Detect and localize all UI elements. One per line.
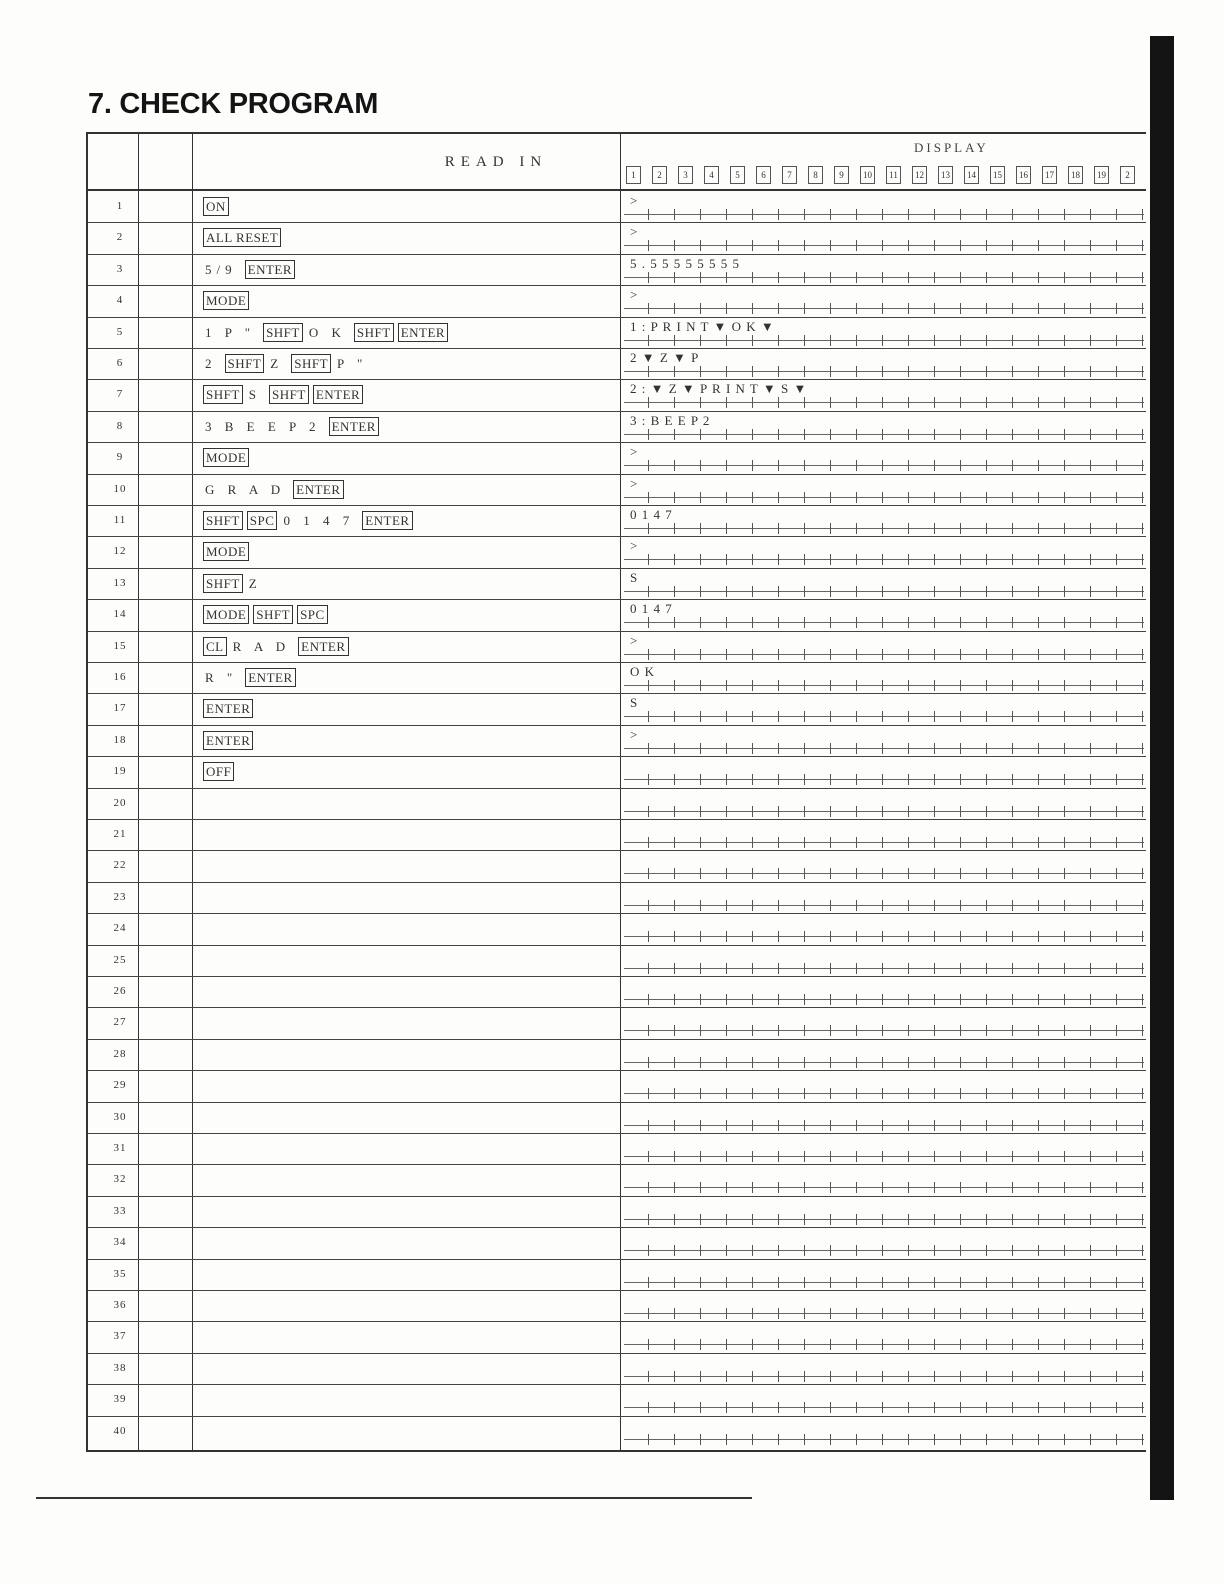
display-output: >	[630, 224, 639, 240]
keycap: SHFT	[203, 385, 243, 404]
display-tick-line	[624, 1119, 1144, 1131]
display-tick-line	[624, 742, 1144, 754]
display-output: >	[630, 632, 639, 648]
row-number: 13	[113, 576, 127, 589]
display-tick-line	[624, 1338, 1144, 1350]
column-divider	[620, 134, 621, 1450]
key-sequence	[203, 291, 253, 310]
display-tick-line	[624, 396, 1144, 408]
typed-text: Z	[270, 356, 284, 371]
display-tick-line	[624, 993, 1144, 1005]
key-sequence	[203, 448, 253, 467]
row-divider	[88, 1196, 1146, 1197]
typed-text: R A D	[232, 638, 291, 654]
display-tick-line	[624, 1244, 1144, 1256]
row-number: 21	[113, 828, 127, 840]
keycap: CL	[203, 637, 227, 656]
display-output: >	[630, 287, 639, 303]
display-tick-line	[624, 616, 1144, 628]
typed-text: R "	[205, 670, 238, 685]
display-tick-line	[624, 805, 1144, 817]
row-divider	[88, 317, 1146, 318]
keycap: SHFT	[253, 605, 293, 624]
display-tick-line	[624, 459, 1144, 471]
row-number: 28	[113, 1047, 127, 1060]
row-number: 6	[116, 357, 124, 369]
keycap: ENTER	[398, 323, 448, 342]
keycap: ENTER	[313, 385, 363, 404]
row-divider	[88, 693, 1146, 694]
display-column-number: 1	[626, 166, 641, 184]
row-divider	[88, 599, 1146, 600]
row-divider	[88, 442, 1146, 443]
keycap: ENTER	[329, 417, 379, 436]
keycap: SHFT	[203, 511, 243, 530]
key-sequence	[203, 354, 375, 373]
display-tick-line	[624, 773, 1144, 785]
row-divider	[88, 568, 1146, 569]
row-number: 8	[116, 419, 124, 432]
keycap: MODE	[203, 542, 249, 561]
row-number: 4	[116, 294, 124, 307]
page-title: 7. CHECK PROGRAM	[88, 88, 379, 120]
display-tick-line	[624, 302, 1144, 314]
display-tick-line	[624, 522, 1144, 534]
typed-text: Z	[248, 575, 262, 591]
display-tick-line	[624, 899, 1144, 911]
key-sequence	[203, 605, 332, 624]
row-number: 2	[116, 231, 124, 244]
typed-text: 2	[205, 356, 217, 371]
display-output: >	[630, 444, 639, 460]
row-divider	[88, 536, 1146, 537]
row-divider	[88, 1321, 1146, 1322]
display-tick-line	[624, 1401, 1144, 1413]
row-divider	[88, 1353, 1146, 1354]
row-divider	[88, 254, 1146, 255]
row-divider	[88, 850, 1146, 851]
keycap: SPC	[297, 605, 328, 624]
display-output: >	[630, 726, 639, 742]
row-number: 24	[113, 922, 127, 935]
row-divider	[88, 411, 1146, 412]
display-tick-line	[624, 836, 1144, 848]
row-divider	[88, 1164, 1146, 1165]
row-divider	[88, 788, 1146, 789]
row-number: 9	[116, 451, 124, 464]
keycap: SHFT	[225, 354, 265, 373]
display-tick-line	[624, 1150, 1144, 1162]
row-number: 30	[113, 1110, 127, 1123]
key-sequence	[203, 511, 417, 530]
row-divider	[88, 1259, 1146, 1260]
footer-rule	[36, 1497, 752, 1499]
display-tick-line	[624, 1276, 1144, 1288]
display-tick-line	[624, 1181, 1144, 1193]
row-divider	[88, 631, 1146, 632]
row-divider	[88, 819, 1146, 820]
key-sequence	[203, 699, 257, 718]
row-divider	[88, 1227, 1146, 1228]
typed-text: P "	[337, 356, 368, 371]
row-divider	[88, 662, 1146, 663]
row-number: 7	[116, 388, 124, 401]
display-column-number: 2	[652, 166, 667, 184]
row-divider	[88, 348, 1146, 349]
row-number: 19	[113, 765, 127, 778]
row-divider	[88, 1384, 1146, 1385]
keycap: SHFT	[291, 354, 331, 373]
display-header: DISPLAY	[914, 140, 989, 155]
row-number: 3	[116, 262, 124, 275]
display-output: S	[630, 569, 639, 585]
key-sequence	[203, 228, 285, 247]
display-column-number: 2	[1120, 166, 1135, 184]
keycap: ENTER	[203, 699, 253, 718]
read-in-header: READ IN	[444, 154, 548, 170]
display-column-number: 15	[990, 166, 1005, 184]
row-divider	[88, 1133, 1146, 1134]
display-tick-line	[624, 271, 1144, 283]
typed-text: G R A D	[205, 481, 286, 497]
row-divider	[88, 1007, 1146, 1008]
display-tick-line	[624, 1370, 1144, 1382]
display-tick-line	[624, 1024, 1144, 1036]
row-divider	[88, 505, 1146, 506]
row-divider	[88, 1416, 1146, 1417]
row-number: 23	[113, 890, 127, 903]
row-divider	[88, 1070, 1146, 1071]
row-divider	[88, 882, 1146, 883]
keycap: ENTER	[245, 668, 295, 687]
display-tick-line	[624, 365, 1144, 377]
display-tick-line	[624, 930, 1144, 942]
row-divider	[88, 474, 1146, 475]
keycap: ENTER	[245, 260, 295, 279]
key-sequence	[203, 731, 257, 750]
display-tick-line	[624, 710, 1144, 722]
row-number: 39	[113, 1393, 127, 1406]
keycap: SPC	[247, 511, 278, 530]
display-column-number: 10	[860, 166, 875, 184]
keycap: SHFT	[203, 574, 243, 593]
row-number: 22	[113, 859, 127, 872]
header-divider	[88, 189, 1146, 191]
row-number: 5	[116, 325, 124, 338]
display-output: >	[630, 538, 639, 554]
typed-text: 5/9	[205, 261, 237, 277]
display-output: >	[630, 475, 639, 491]
row-number: 32	[113, 1173, 127, 1186]
key-sequence	[203, 574, 270, 593]
row-number: 27	[113, 1016, 127, 1029]
row-divider	[88, 756, 1146, 757]
display-output: 0 1 4 7	[630, 507, 673, 522]
keycap: ENTER	[293, 480, 343, 499]
display-column-number: 3	[678, 166, 693, 184]
keycap: SHFT	[354, 323, 394, 342]
display-column-number: 8	[808, 166, 823, 184]
typed-text: 1 P "	[205, 324, 256, 340]
page-edge-bar	[1150, 36, 1174, 1500]
display-tick-line	[624, 491, 1144, 503]
row-divider	[88, 1039, 1146, 1040]
row-number: 33	[113, 1204, 127, 1217]
display-column-number: 14	[964, 166, 979, 184]
display-tick-line	[624, 239, 1144, 251]
display-tick-line	[624, 867, 1144, 879]
key-sequence	[203, 542, 253, 561]
display-output: 1 : P R I N T ▼ O K ▼	[630, 318, 775, 334]
display-column-number: 9	[834, 166, 849, 184]
key-sequence	[203, 480, 348, 499]
display-column-number: 13	[938, 166, 953, 184]
key-sequence	[203, 323, 452, 342]
row-divider	[88, 945, 1146, 946]
key-sequence	[203, 385, 367, 404]
column-divider	[192, 134, 193, 1450]
row-number: 34	[113, 1236, 127, 1249]
display-column-number: 19	[1094, 166, 1109, 184]
key-sequence	[203, 260, 299, 279]
keycap: MODE	[203, 448, 249, 467]
row-number: 38	[113, 1361, 127, 1374]
display-output: 2 ▼ Z ▼ P	[630, 350, 700, 365]
keycap: ENTER	[362, 511, 412, 530]
display-column-number: 7	[782, 166, 797, 184]
row-divider	[88, 379, 1146, 380]
row-divider	[88, 1290, 1146, 1291]
keycap: ALL RESET	[203, 228, 281, 247]
display-column-number: 18	[1068, 166, 1083, 184]
display-tick-line	[624, 334, 1144, 346]
display-output: 5 . 5 5 5 5 5 5 5 5	[630, 255, 740, 271]
display-tick-line	[624, 553, 1144, 565]
row-divider	[88, 913, 1146, 914]
row-divider	[88, 1102, 1146, 1103]
keycap: MODE	[203, 605, 249, 624]
row-number: 31	[113, 1142, 127, 1154]
display-output: 3 : B E E P 2	[630, 412, 711, 428]
row-divider	[88, 222, 1146, 223]
keycap: ENTER	[298, 637, 348, 656]
display-output: 2 : ▼ Z ▼ P R I N T ▼ S ▼	[630, 381, 808, 397]
row-number: 20	[113, 796, 127, 809]
keycap: SHFT	[263, 323, 303, 342]
key-sequence	[203, 417, 383, 436]
display-tick-line	[624, 1056, 1144, 1068]
typed-text: O K	[308, 324, 346, 340]
row-number: 26	[113, 985, 127, 997]
row-divider	[88, 285, 1146, 286]
typed-text: 3 B E E P 2	[205, 418, 321, 434]
display-tick-line	[624, 208, 1144, 220]
keycap: MODE	[203, 291, 249, 310]
row-divider	[88, 725, 1146, 726]
row-number: 40	[113, 1424, 127, 1437]
display-tick-line	[624, 585, 1144, 597]
display-tick-line	[624, 1213, 1144, 1225]
display-column-number: 4	[704, 166, 719, 184]
display-tick-line	[624, 648, 1144, 660]
typed-text: S	[248, 387, 262, 403]
display-output: O K	[630, 664, 656, 679]
display-output: 0 1 4 7	[630, 601, 673, 617]
key-sequence	[203, 197, 233, 216]
row-number: 12	[113, 545, 127, 558]
display-tick-line	[624, 679, 1144, 691]
keycap: ON	[203, 197, 229, 216]
display-output: >	[630, 193, 639, 208]
check-program-table	[86, 132, 1146, 1452]
row-number: 25	[113, 953, 127, 966]
display-column-number: 11	[886, 166, 901, 184]
row-number: 37	[113, 1330, 127, 1343]
row-number: 29	[113, 1079, 127, 1092]
display-tick-line	[624, 1087, 1144, 1099]
keycap: OFF	[203, 762, 234, 781]
row-number: 17	[113, 702, 127, 715]
row-number: 11	[113, 514, 127, 526]
display-column-number: 17	[1042, 166, 1057, 184]
display-tick-line	[624, 1307, 1144, 1319]
row-number: 1	[116, 200, 124, 212]
row-number: 36	[113, 1299, 127, 1311]
display-output: S	[630, 695, 639, 711]
display-column-number: 5	[730, 166, 745, 184]
display-column-number: 12	[912, 166, 927, 184]
display-column-number: 16	[1016, 166, 1031, 184]
keycap: SHFT	[269, 385, 309, 404]
row-divider	[88, 976, 1146, 977]
row-number: 18	[113, 733, 127, 746]
display-column-number: 6	[756, 166, 771, 184]
row-number: 35	[113, 1267, 127, 1280]
display-tick-line	[624, 962, 1144, 974]
row-number: 14	[113, 608, 127, 621]
row-number: 16	[113, 671, 127, 683]
row-number: 10	[113, 482, 127, 495]
keycap: ENTER	[203, 731, 253, 750]
typed-text: 0 1 4 7	[283, 513, 355, 528]
display-tick-line	[624, 1433, 1144, 1445]
key-sequence	[203, 637, 353, 656]
row-number: 15	[113, 639, 127, 652]
key-sequence	[203, 762, 238, 781]
key-sequence	[203, 668, 300, 687]
display-tick-line	[624, 428, 1144, 440]
